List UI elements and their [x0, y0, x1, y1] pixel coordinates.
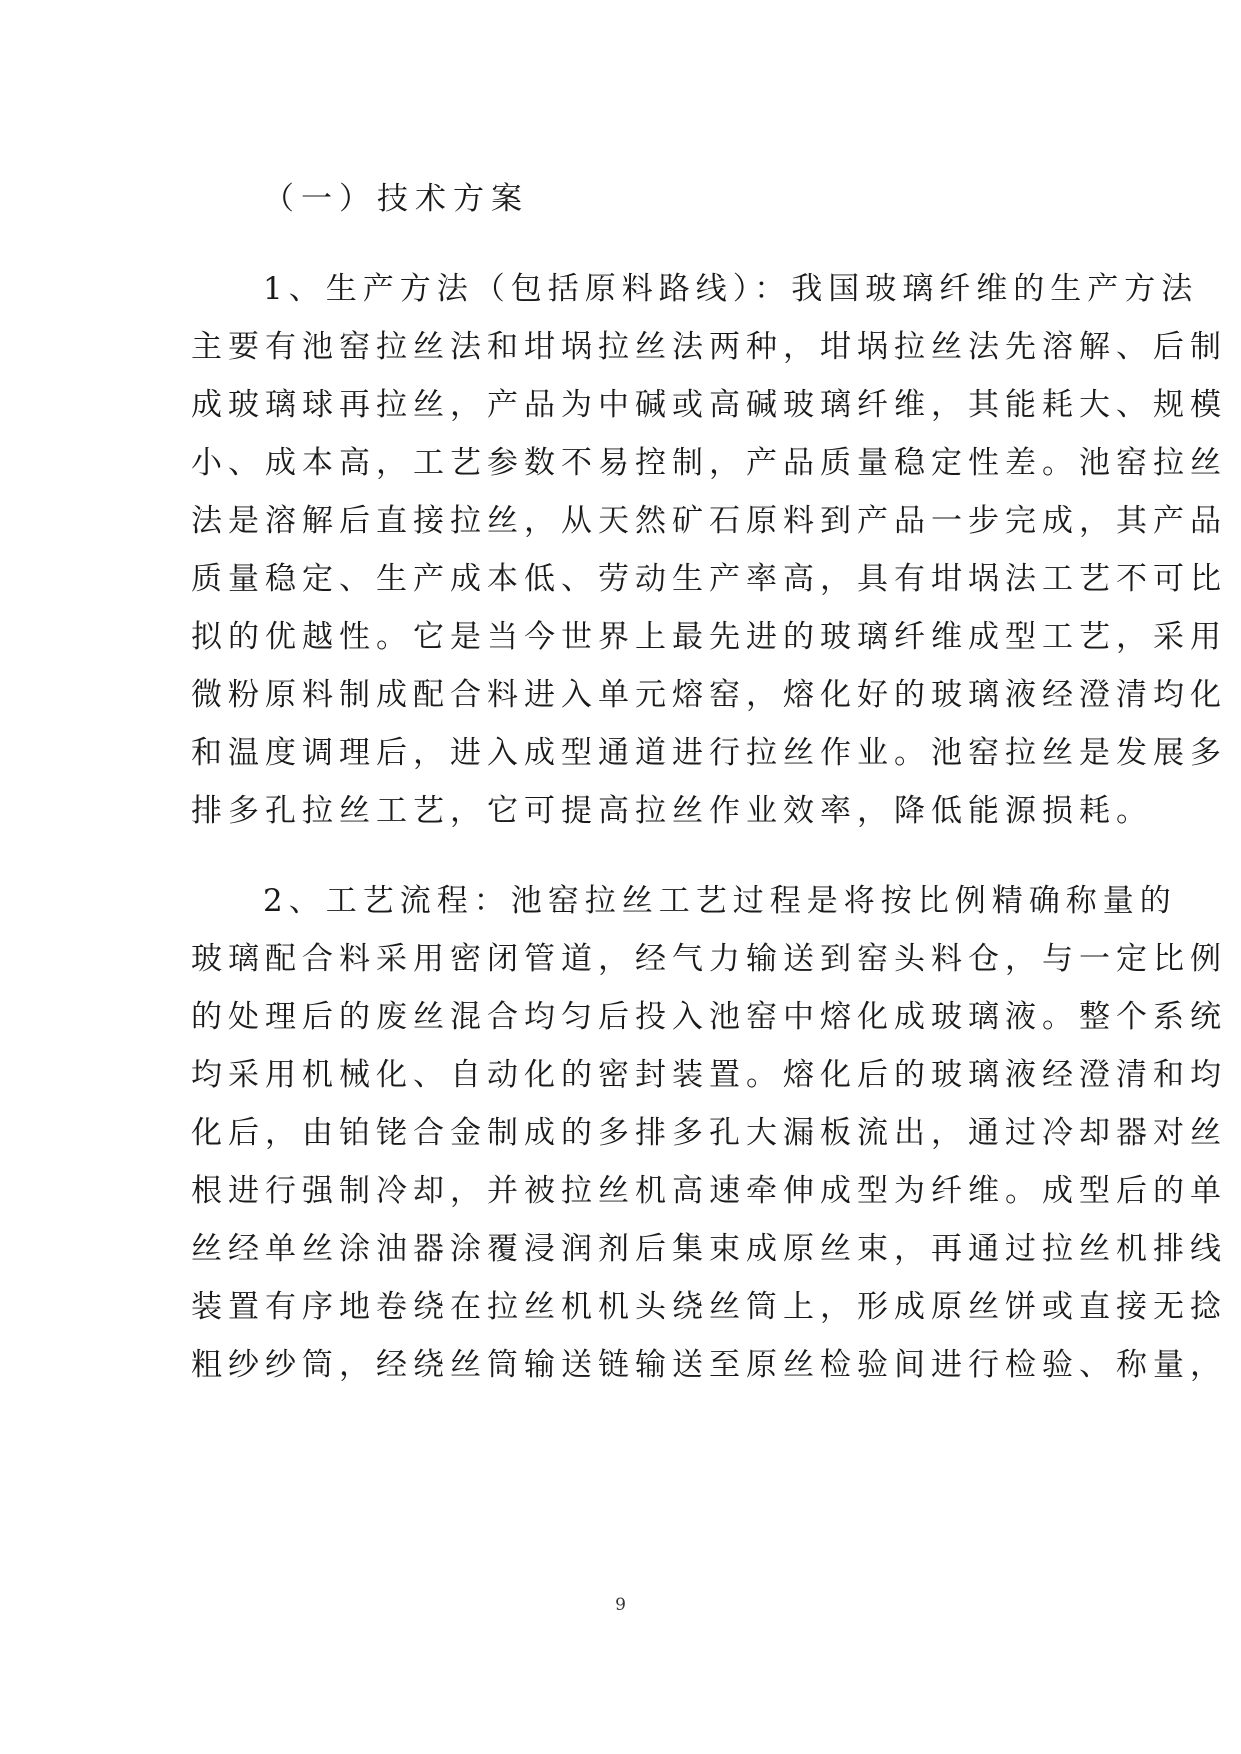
paragraph-line: 质量稳定、生产成本低、劳动生产率高，具有坩埚法工艺不可比 [191, 561, 1227, 597]
paragraph-line: 丝经单丝涂油器涂覆浸润剂后集束成原丝束，再通过拉丝机排线 [191, 1231, 1227, 1267]
paragraph-line: 装置有序地卷绕在拉丝机机头绕丝筒上，形成原丝饼或直接无捻 [191, 1289, 1227, 1325]
paragraph-process-flow [191, 872, 1227, 1394]
paragraph-line: 均采用机械化、自动化的密封装置。熔化后的玻璃液经澄清和均 [191, 1057, 1227, 1093]
paragraph-line: 微粉原料制成配合料进入单元熔窑，熔化好的玻璃液经澄清均化 [191, 677, 1227, 713]
paragraph-line: 拟的优越性。它是当今世界上最先进的玻璃纤维成型工艺，采用 [191, 619, 1227, 655]
paragraph-line: 法是溶解后直接拉丝，从天然矿石原料到产品一步完成，其产品 [191, 503, 1227, 539]
paragraph-line: 2、工艺流程：池窑拉丝工艺过程是将按比例精确称量的 [263, 883, 1177, 919]
paragraph-line: 的处理后的废丝混合均匀后投入池窑中熔化成玻璃液。整个系统 [191, 999, 1227, 1035]
paragraph-line: 和温度调理后，进入成型通道进行拉丝作业。池窑拉丝是发展多 [191, 735, 1227, 771]
paragraph-line: 排多孔拉丝工艺，它可提高拉丝作业效率，降低能源损耗。 [191, 793, 1153, 829]
document-body [191, 170, 1227, 1394]
paragraph-line: 小、成本高，工艺参数不易控制，产品质量稳定性差。池窑拉丝 [191, 445, 1227, 481]
paragraph-line: 根进行强制冷却，并被拉丝机高速牵伸成型为纤维。成型后的单 [191, 1173, 1227, 1209]
paragraph-production-method [191, 260, 1227, 840]
paragraph-line: 主要有池窑拉丝法和坩埚拉丝法两种，坩埚拉丝法先溶解、后制 [191, 329, 1227, 365]
paragraph-line: 化后，由铂铑合金制成的多排多孔大漏板流出，通过冷却器对丝 [191, 1115, 1227, 1151]
paragraph-line: 1、生产方法（包括原料路线）：我国玻璃纤维的生产方法 [263, 271, 1199, 307]
paragraph-line: 玻璃配合料采用密闭管道，经气力输送到窑头料仓，与一定比例 [191, 941, 1227, 977]
paragraph-line: 成玻璃球再拉丝，产品为中碱或高碱玻璃纤维，其能耗大、规模 [191, 387, 1227, 423]
page-number: 9 [615, 1595, 626, 1615]
section-heading: （一）技术方案 [263, 181, 529, 217]
paragraph-line: 粗纱纱筒，经绕丝筒输送链输送至原丝检验间进行检验、称量， [191, 1347, 1227, 1383]
